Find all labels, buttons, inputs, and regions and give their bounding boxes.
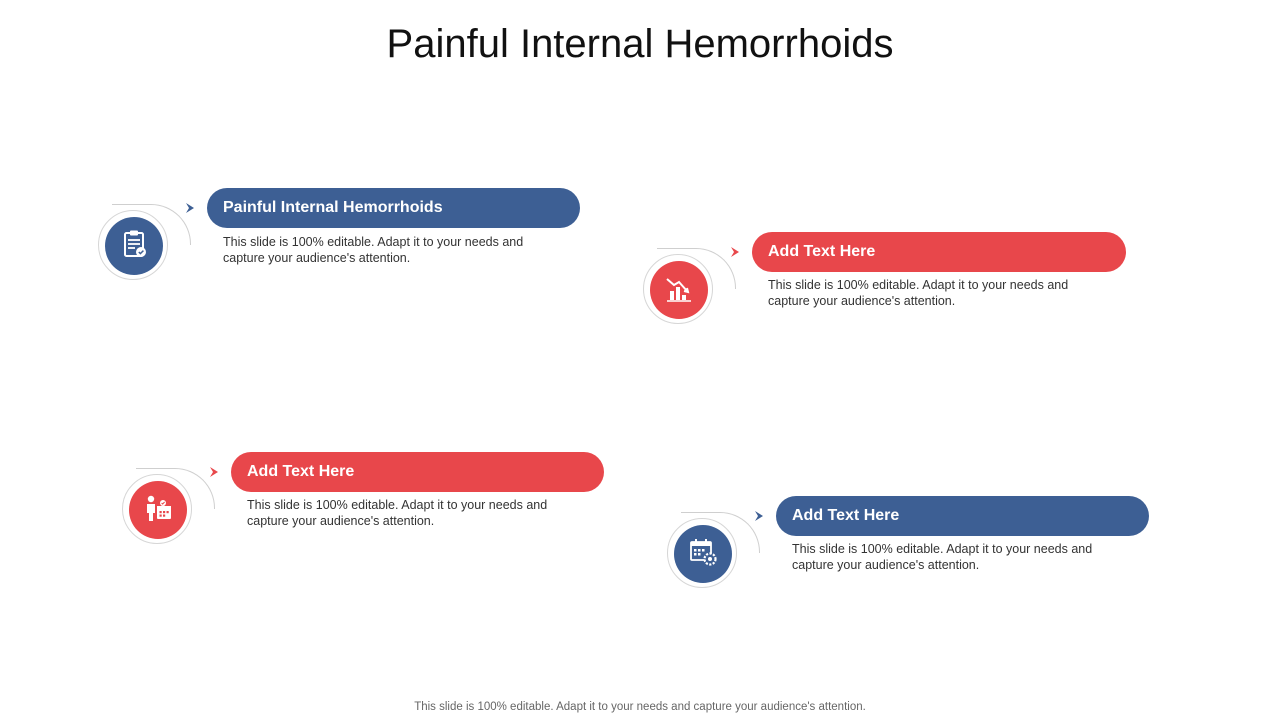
icon-disc bbox=[674, 525, 732, 583]
item-heading-pill: Painful Internal Hemorrhoids bbox=[207, 188, 580, 228]
info-item-4 bbox=[667, 507, 1227, 638]
item-description: This slide is 100% editable. Adapt it to your needs and capture your audience's attention. bbox=[223, 235, 524, 265]
icon-ring bbox=[667, 518, 737, 588]
slide-title: Painful Internal Hemorrhoids bbox=[386, 22, 894, 66]
item-heading-pill: Add Text Here bbox=[776, 496, 1149, 536]
slide-footer: This slide is 100% editable. Adapt it to your needs and capture your audience's attention. bbox=[414, 701, 866, 713]
icon-disc bbox=[129, 481, 187, 539]
chevron-right-icon bbox=[184, 202, 196, 214]
chevron-right-icon bbox=[753, 510, 765, 522]
icon-disc bbox=[650, 261, 708, 319]
icon-ring bbox=[643, 254, 713, 324]
item-heading-pill: Add Text Here bbox=[231, 452, 604, 492]
info-item-3 bbox=[122, 463, 682, 594]
icon-ring bbox=[98, 210, 168, 280]
person-calendar-icon bbox=[141, 491, 175, 530]
item-description: This slide is 100% editable. Adapt it to your needs and capture your audience's attention. bbox=[792, 542, 1093, 572]
declining-bar-chart-icon bbox=[662, 271, 696, 310]
chevron-right-icon bbox=[729, 246, 741, 258]
chevron-right-icon bbox=[208, 466, 220, 478]
info-item-2 bbox=[643, 243, 1203, 374]
clipboard-check-icon bbox=[117, 227, 151, 266]
calendar-gear-icon bbox=[686, 535, 720, 574]
item-heading-pill: Add Text Here bbox=[752, 232, 1126, 272]
info-item-1 bbox=[98, 199, 658, 330]
icon-ring bbox=[122, 474, 192, 544]
item-description: This slide is 100% editable. Adapt it to your needs and capture your audience's attention. bbox=[247, 498, 548, 528]
item-description: This slide is 100% editable. Adapt it to your needs and capture your audience's attention. bbox=[768, 278, 1069, 308]
icon-disc bbox=[105, 217, 163, 275]
